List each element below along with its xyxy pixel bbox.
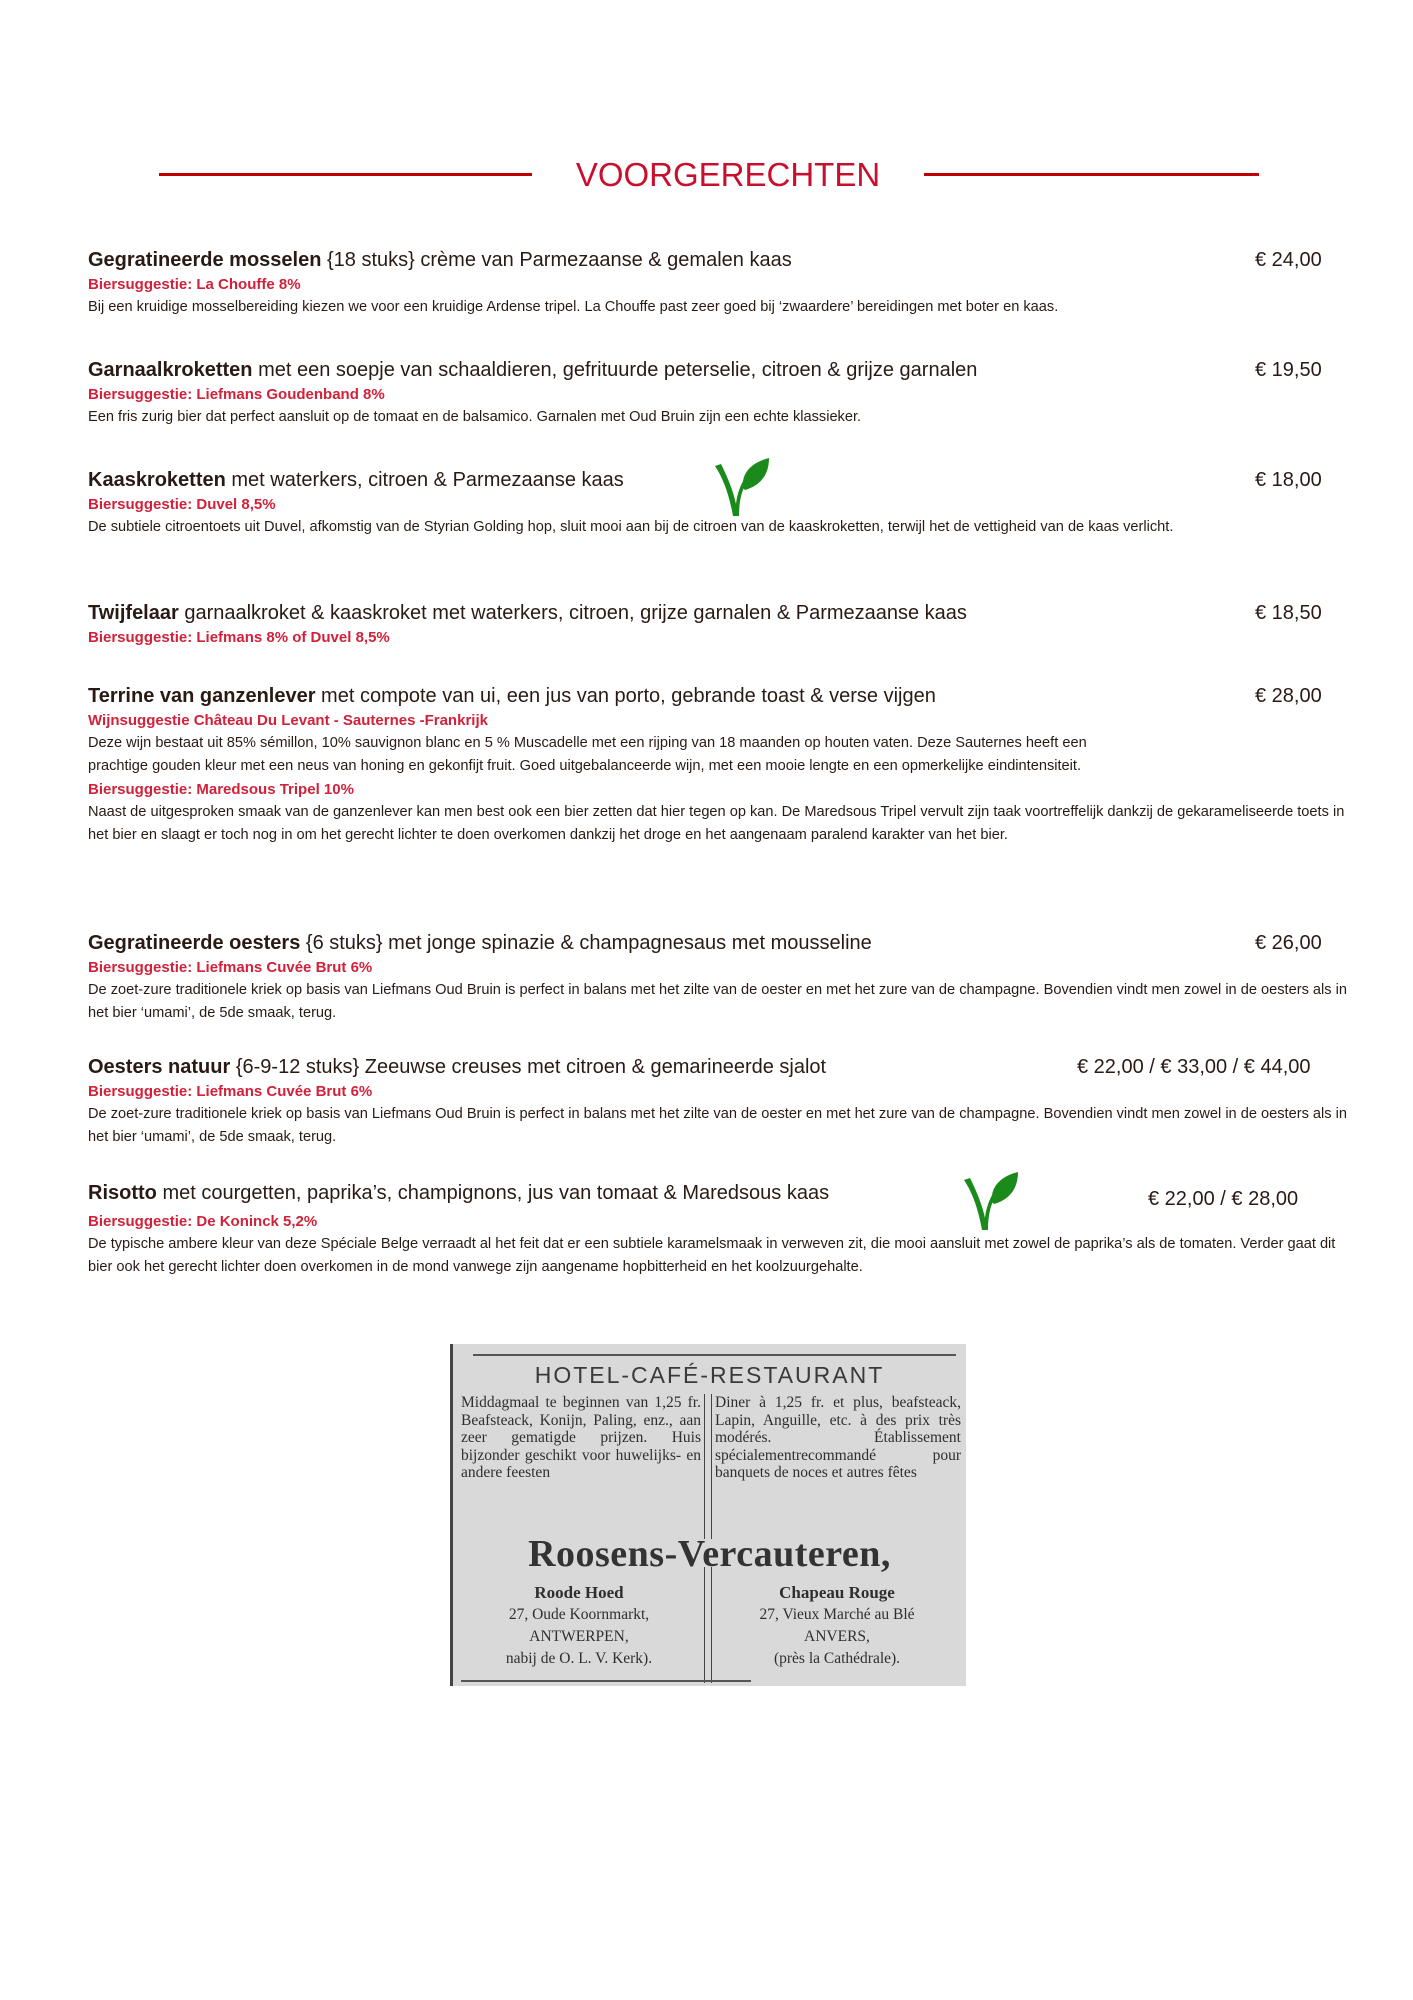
dish-name: Kaaskroketten (88, 469, 226, 491)
suggestion-label: Biersuggestie: Liefmans Cuvée Brut 6% (88, 959, 373, 976)
section-title: VOORGERECHTEN (575, 156, 881, 193)
dish-details: {6 stuks} met jonge spinazie & champagnesaus met mousseline (300, 932, 872, 954)
wine-suggestion-text: Deze wijn bestaat uit 85% sémillon, 10% sauvignon blanc en 5 % Muscadelle met een rijping van 18 maanden op houten vaten. Deze Sauternes heeft een prachtige gouden kleur met een neus van honing en gekonfijt fruit. Goed uitgebalanceerde wijn, met een mooie lengte en een opmerkelijke eindintensiteit. (88, 735, 1087, 774)
dish-name: Terrine van ganzenlever (88, 685, 316, 707)
ad-right-address (711, 1582, 963, 1670)
suggestion-label: Biersuggestie: Liefmans 8% of Duvel 8,5% (88, 629, 390, 646)
suggestion-label: Biersuggestie: Maredsous Tripel 10% (88, 781, 354, 798)
ad-right-column: Diner à 1,25 fr. et plus, beafsteack, Lapin, Anguille, etc. à des prix très modérés. Établissement spécialementrecommandé pour banquets de noces et autres fêtes (715, 1394, 961, 1481)
suggestion-text: De typische ambere kleur van deze Spéciale Belge verraadt al het feit dat er een subtiele karamelsmaak in verweven zit, die mooi aansluit met zowel de paprika’s als de tomaten. Verder gaat dit bier ook het gerecht lichter doen overkomen in de mond vanwege zijn aangename hopbitterheid en het koolzuurgehalte. (88, 1236, 1336, 1275)
dish-name: Gegratineerde oesters (88, 932, 301, 954)
dish-title (88, 357, 1338, 383)
wine-suggestion-label: Wijnsuggestie Château Du Levant - Sauternes -Frankrijk (88, 712, 488, 729)
ad-top-rule (473, 1354, 956, 1356)
menu-item (88, 683, 1345, 847)
dish-name: Risotto (88, 1182, 157, 1204)
ad-title: HOTEL-CAFÉ-RESTAURANT (534, 1362, 885, 1388)
menu-item (88, 600, 1338, 649)
ad-left-address (457, 1582, 701, 1670)
suggestion-label: Biersuggestie: Liefmans Goudenband 8% (88, 386, 385, 403)
menu-item (88, 1180, 1338, 1279)
dish-details: met een soepje van schaaldieren, gefrituurde peterselie, citroen & grijze garnalen (252, 359, 978, 381)
header-rule-left (159, 173, 532, 176)
dish-name: Garnaalkroketten (88, 359, 253, 381)
suggestion-label: Biersuggestie: Duvel 8,5% (88, 496, 276, 513)
ad-left-column: Middagmaal te beginnen van 1,25 fr. Beafsteack, Konijn, Paling, enz., aan zeer gematigde prijzen. Huis bijzonder geschikt voor huwelijks- en andere feesten (461, 1394, 701, 1481)
dish-title (88, 600, 1338, 626)
dish-price: € 18,00 (1255, 469, 1322, 491)
suggestion-text: Bij een kruidige mosselbereiding kiezen we voor een kruidige Ardense tripel. La Chouffe past zeer goed bij ‘zwaardere’ bereidingen met boter en kaas. (88, 299, 1059, 315)
ad-left-address-line: 27, Oude Koornmarkt, (508, 1606, 650, 1623)
dish-details: met waterkers, citroen & Parmezaanse kaas (225, 469, 624, 491)
section-header (0, 156, 1413, 210)
dish-title (88, 247, 1338, 273)
dish-title (88, 683, 1338, 709)
ad-right-address-line: (près la Cathédrale). (773, 1650, 901, 1667)
dish-price: € 19,50 (1255, 359, 1322, 381)
dish-details: met courgetten, paprika’s, champignons, jus van tomaat & Maredsous kaas (156, 1182, 830, 1204)
dish-price: € 26,00 (1255, 932, 1322, 954)
dish-name: Gegratineerde mosselen (88, 249, 322, 271)
dish-details: garnaalkroket & kaaskroket met waterkers, citroen, grijze garnalen & Parmezaanse kaas (178, 602, 967, 624)
vintage-newspaper-ad (450, 1344, 966, 1686)
dish-price: € 28,00 (1255, 685, 1322, 707)
dish-details: {6-9-12 stuks} Zeeuwse creuses met citroen & gemarineerde sjalot (230, 1056, 827, 1078)
dish-price: € 24,00 (1255, 249, 1322, 271)
menu-item (88, 357, 1338, 429)
header-rule-right (924, 173, 1259, 176)
ad-bottom-rule (461, 1680, 751, 1682)
ad-column-divider (704, 1394, 712, 1539)
dish-title (88, 930, 1338, 956)
dish-details: met compote van ui, een jus van porto, gebrande toast & verse vijgen (315, 685, 936, 707)
dish-name: Oesters natuur (88, 1056, 231, 1078)
suggestion-label: Biersuggestie: La Chouffe 8% (88, 276, 301, 293)
ad-right-address-line: ANVERS, (804, 1628, 870, 1645)
ad-right-address-heading: Chapeau Rouge (779, 1583, 895, 1602)
dish-name: Twijfelaar (88, 602, 179, 624)
ad-right-address-line: 27, Vieux Marché au Blé (759, 1606, 915, 1623)
suggestion-label: Biersuggestie: Liefmans Cuvée Brut 6% (88, 1083, 373, 1100)
dish-price: € 18,50 (1255, 602, 1322, 624)
vegetarian-leaf-icon (962, 1172, 1018, 1234)
suggestion-text: Een fris zurig bier dat perfect aansluit op de tomaat en de balsamico. Garnalen met Oud Bruin zijn een echte klassieker. (88, 409, 862, 425)
dish-price: € 22,00 / € 28,00 (1148, 1188, 1299, 1210)
menu-item (88, 930, 1347, 1025)
ad-left-address-heading: Roode Hoed (534, 1583, 624, 1602)
dish-details: {18 stuks} crème van Parmezaanse & gemalen kaas (321, 249, 792, 271)
ad-left-address-line: nabij de O. L. V. Kerk). (505, 1650, 653, 1667)
dish-price: € 22,00 / € 33,00 / € 44,00 (1077, 1056, 1311, 1078)
menu-item (88, 1054, 1347, 1149)
ad-left-address-line: ANTWERPEN, (529, 1628, 629, 1645)
suggestion-text: Naast de uitgesproken smaak van de ganzenlever kan men best ook een bier zetten dat hier tegen op kan. De Maredsous Tripel vervult zijn taak voortreffelijk dankzij de gekarameliseerde toets in het bier en slaagt er toch nog in om het gerecht lichter te doen overkomen dankzij het droge en het aangenaam paralend karakter van het bier. (88, 804, 1345, 843)
suggestion-label: Biersuggestie: De Koninck 5,2% (88, 1213, 318, 1230)
suggestion-text: De zoet-zure traditionele kriek op basis van Liefmans Oud Bruin is perfect in balans met het zilte van de oester en met het zure van de champagne. Bovendien vindt men zowel in de oesters als in het bier ‘umami’, de 5de smaak, terug. (88, 1106, 1347, 1145)
ad-restaurant-name: Roosens-Vercauteren, (528, 1533, 891, 1575)
menu-item (88, 247, 1338, 319)
vegetarian-leaf-icon (713, 458, 769, 520)
suggestion-text: De zoet-zure traditionele kriek op basis van Liefmans Oud Bruin is perfect in balans met het zilte van de oester en met het zure van de champagne. Bovendien vindt men zowel in de oesters als in het bier ‘umami’, de 5de smaak, terug. (88, 982, 1347, 1021)
suggestion-text: De subtiele citroentoets uit Duvel, afkomstig van de Styrian Golding hop, sluit mooi aan bij de citroen van de kaaskroketten, terwijl het de vettigheid van de kaas verlicht. (88, 519, 1174, 535)
